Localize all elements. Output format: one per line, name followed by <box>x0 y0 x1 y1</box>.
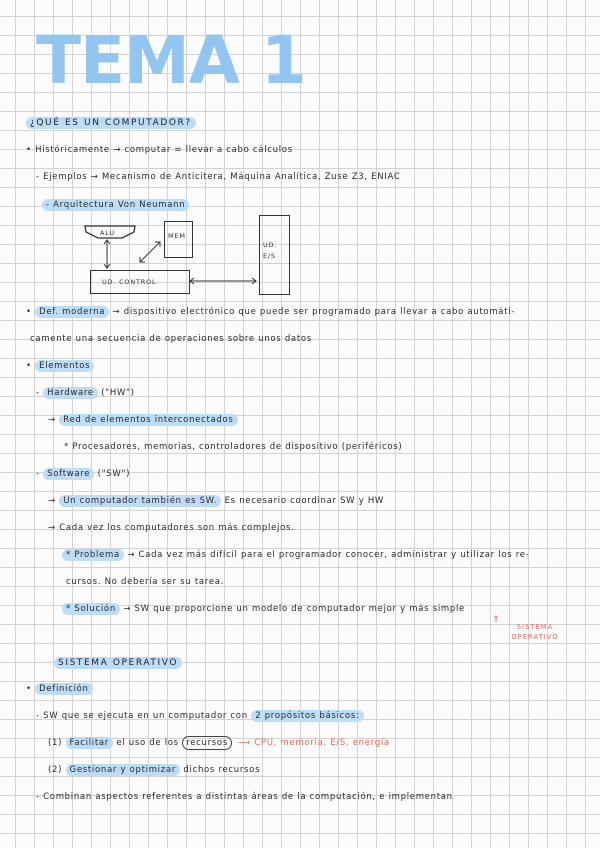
def-text: → dispositivo electrónico que puede ser programado para llevar a cabo automáti- <box>109 307 516 317</box>
p2-rest: dichos recursos <box>180 765 261 775</box>
purpose-1 <box>48 738 390 748</box>
sw-highlight: Un computador también es SW. <box>59 495 221 507</box>
io-label: UD. E/S <box>263 241 278 260</box>
section-heading-so: SISTEMA OPERATIVO <box>54 657 182 669</box>
mem-label: MEM <box>168 232 186 240</box>
p1-highlight: Facilitar <box>66 737 113 749</box>
solution-label: * Solución <box>62 603 120 615</box>
p1-circled: recursos <box>182 736 232 750</box>
so-purposes: 2 propósitos básicos: <box>251 710 363 722</box>
software-line: - Software ("SW") <box>36 469 131 479</box>
sw-line-2: → Cada vez los computadores son más complejos. <box>48 523 295 533</box>
hw-red-line: → Red de elementos interconectados <box>48 415 238 425</box>
so-last-line: - Combinan aspectos referentes a distintas áreas de la computación, e implementan <box>36 792 453 802</box>
section-heading-computer: ¿QUÉ ES UN COMPUTADOR? <box>26 117 196 129</box>
problem-label: * Problema <box>62 549 124 561</box>
hardware-line: - Hardware ("HW") <box>36 388 135 398</box>
p1-num: (1) <box>48 738 66 748</box>
page-title: TEMA 1 <box>36 22 306 99</box>
problem-line <box>62 550 529 560</box>
hw-items: * Procesadores, memorias, controladores de dispositivo (periféricos) <box>64 442 403 452</box>
software-abbr: ("SW") <box>94 469 131 479</box>
def-line-2: camente una secuencia de operaciones sobre unos datos <box>30 334 312 344</box>
problem-line-2: cursos. No debería ser su tarea. <box>66 577 225 587</box>
p1-resources: CPU, memoria, E/S, energía <box>254 738 390 748</box>
arch-label: - Arquitectura Von Neumann <box>42 199 189 211</box>
annotation-so: SISTEMA OPERATIVO <box>511 623 559 641</box>
definition-line: • Definición <box>26 684 93 694</box>
elements-line: • Elementos <box>26 361 94 371</box>
annotation-arrow-icon: ⇑ <box>492 615 501 625</box>
elements-label: Elementos <box>35 360 94 372</box>
sw-line-1: → Un computador también es SW. Es necesario coordinar SW y HW <box>48 496 385 506</box>
alu-label: ALU <box>100 229 115 237</box>
hw-red-label: Red de elementos interconectados <box>59 414 237 426</box>
sw-rest: Es necesario coordinar SW y HW <box>221 496 385 506</box>
def-label: Def. moderna <box>35 306 109 318</box>
historic-line: • Históricamente → computar = llevar a cabo cálculos <box>26 145 293 155</box>
software-label: Software <box>43 468 94 480</box>
problem-text: → Cada vez más difícil para el programador conocer, administrar y utilizar los re- <box>123 550 530 560</box>
p2-highlight: Gestionar y optimizar <box>66 764 180 776</box>
so-line-1 <box>36 711 364 721</box>
control-label: UD. CONTROL <box>102 278 157 286</box>
hardware-label: Hardware <box>43 387 98 399</box>
p2-num: (2) <box>48 765 66 775</box>
solution-text: → SW que proporcione un modelo de computador mejor y más simple <box>119 604 465 614</box>
hardware-abbr: ("HW") <box>97 388 135 398</box>
definition-label: Definición <box>35 683 93 695</box>
purpose-2 <box>48 765 260 775</box>
def-line: • Def. moderna → dispositivo electrónico que puede ser programado para llevar a cabo automáti- <box>26 307 516 317</box>
examples-line: - Ejemplos → Mecanismo de Anticitera, Máquina Analítica, Zuse Z3, ENIAC <box>36 172 401 182</box>
so-line-1-pre: - SW que se ejecuta en un computador con <box>36 711 252 721</box>
solution-line <box>62 604 465 614</box>
p1-mid: el uso de los <box>112 738 183 748</box>
p1-arrow-icon: ⟶ <box>237 738 255 748</box>
